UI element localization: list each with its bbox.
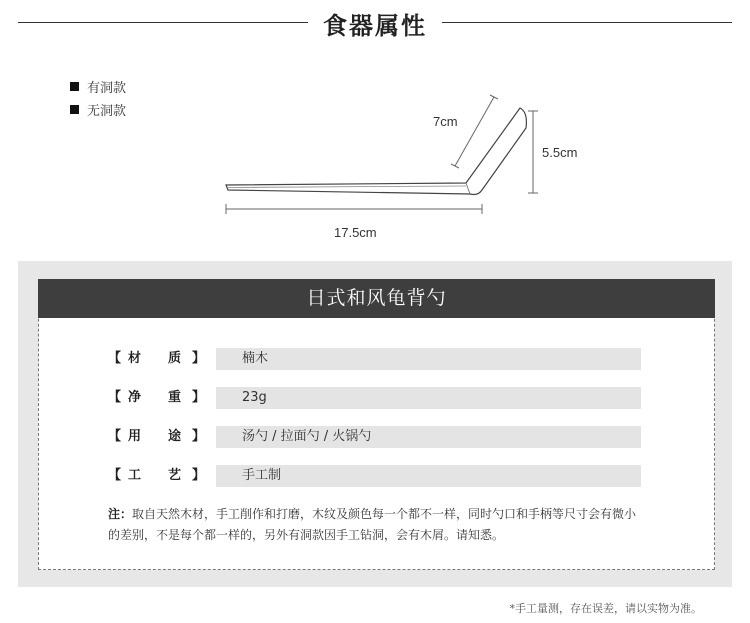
spec-value-material: 楠木: [242, 351, 269, 366]
spec-label-craft: 【 工 艺 】: [108, 468, 206, 483]
height-label: 5.5cm: [542, 145, 578, 160]
spec-bar: [216, 387, 641, 409]
variant-label: 无洞款: [87, 103, 127, 119]
spec-value-usage: 汤勺 / 拉面勺 / 火锅勺: [242, 429, 372, 444]
spec-value-craft: 手工制: [242, 468, 282, 483]
spoon-shape: [226, 108, 526, 195]
spec-bar: [216, 348, 641, 370]
length-dimension-line: [226, 204, 482, 214]
spec-label-weight: 【 净 重 】: [108, 390, 206, 405]
product-title: 日式和风龟背勺: [38, 279, 715, 318]
note-text: 取自天然木材，手工削作和打磨，木纹及颜色每一个都不一样，同时勺口和手柄等尺寸会有微小的差别，不是每个都一样的，另外有洞款因手工钻洞，会有木屑。请知悉。: [108, 507, 637, 542]
height-dimension-line: [528, 111, 538, 193]
width-label: 7cm: [433, 114, 458, 129]
spec-label-usage: 【 用 途 】: [108, 429, 206, 444]
product-note: [108, 504, 648, 546]
note-prefix: 注：: [108, 507, 133, 521]
spec-value-weight: 23g: [242, 390, 267, 405]
measurement-footnote: *手工量测，存在误差，请以实物为准。: [509, 602, 702, 615]
spec-label-material: 【 材 质 】: [108, 351, 206, 366]
section-title: 食器属性: [323, 11, 427, 40]
variant-label: 有洞款: [87, 80, 127, 96]
length-label: 17.5cm: [334, 225, 377, 240]
spoon-dimension-drawing: [0, 0, 750, 260]
